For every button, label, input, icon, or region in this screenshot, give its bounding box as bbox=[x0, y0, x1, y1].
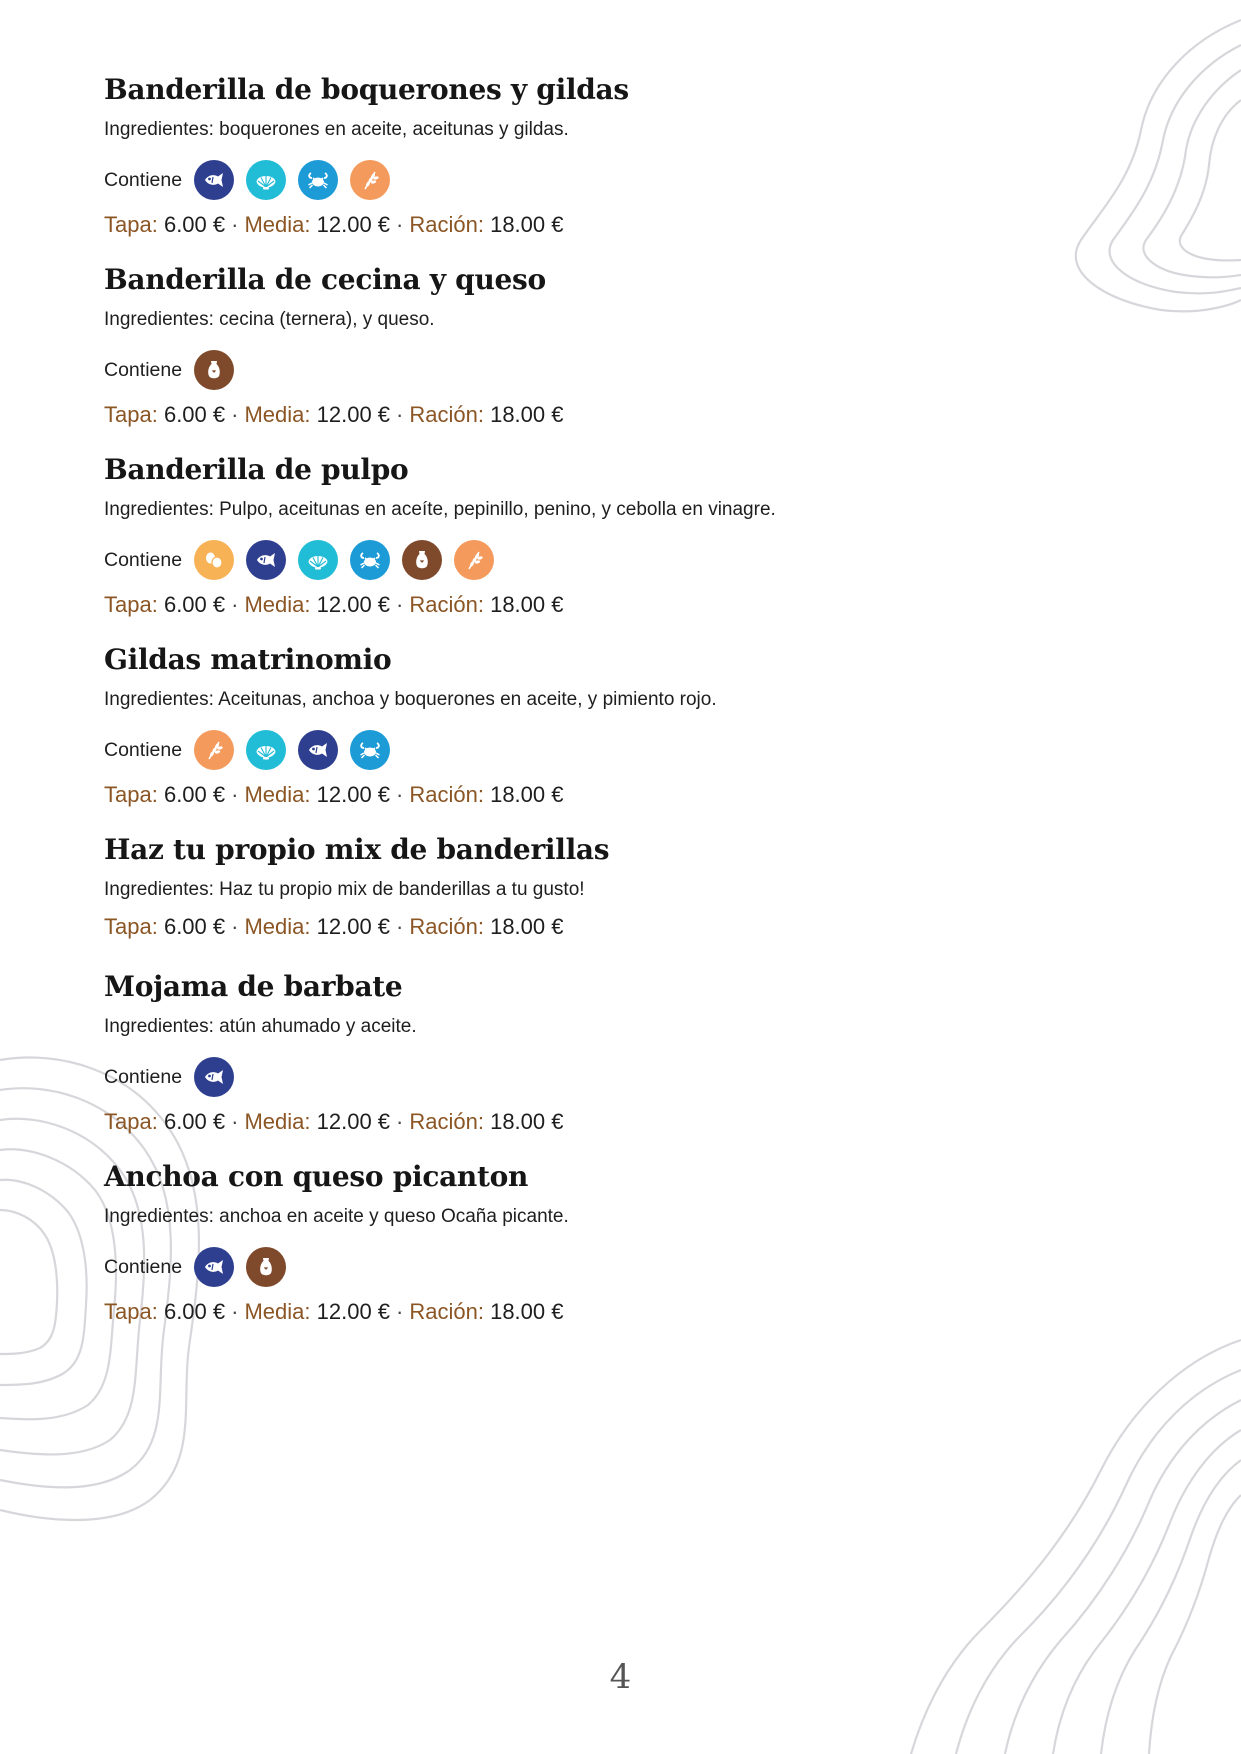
wheat-icon bbox=[350, 160, 390, 200]
shell-icon bbox=[246, 160, 286, 200]
milk-jug-icon bbox=[194, 350, 234, 390]
allergen-row bbox=[104, 1247, 569, 1287]
racion-price: 18.00 € bbox=[490, 914, 564, 939]
price-separator: · bbox=[231, 1109, 239, 1134]
tapa-label: Tapa: bbox=[104, 212, 158, 237]
crab-icon bbox=[350, 730, 390, 770]
media-label: Media: bbox=[244, 402, 311, 427]
price-separator: · bbox=[396, 402, 404, 427]
tapa-label: Tapa: bbox=[104, 1109, 158, 1134]
media-label: Media: bbox=[244, 914, 311, 939]
page-number: 4 bbox=[609, 1657, 632, 1697]
shell-icon bbox=[246, 730, 286, 770]
menu-item bbox=[104, 452, 776, 618]
tapa-price: 6.00 € bbox=[163, 914, 226, 939]
menu-item bbox=[104, 969, 563, 1135]
dish-prices bbox=[104, 782, 717, 808]
dish-name: Banderilla de boquerones y gildas bbox=[104, 73, 629, 106]
media-price: 12.00 € bbox=[316, 1109, 391, 1134]
allergen-row bbox=[104, 540, 776, 580]
media-price: 12.00 € bbox=[316, 1299, 391, 1324]
fish-icon bbox=[246, 540, 286, 580]
menu-item bbox=[104, 642, 717, 808]
price-separator: · bbox=[396, 914, 404, 939]
eggs-icon bbox=[194, 540, 234, 580]
contains-label: Contiene bbox=[104, 1255, 183, 1278]
dish-ingredients: Ingredientes: Haz tu propio mix de banderillas a tu gusto! bbox=[104, 879, 585, 900]
media-label: Media: bbox=[244, 782, 311, 807]
fish-icon bbox=[194, 1057, 234, 1097]
tapa-price: 6.00 € bbox=[163, 592, 226, 617]
menu-item bbox=[104, 1159, 569, 1325]
racion-label: Ración: bbox=[409, 592, 484, 617]
media-label: Media: bbox=[244, 1109, 311, 1134]
wheat-icon bbox=[194, 730, 234, 770]
racion-price: 18.00 € bbox=[490, 782, 564, 807]
racion-label: Ración: bbox=[409, 212, 484, 237]
contains-label: Contiene bbox=[104, 548, 183, 571]
tapa-label: Tapa: bbox=[104, 592, 158, 617]
dish-ingredients: Ingredientes: cecina (ternera), y queso. bbox=[104, 309, 435, 330]
tapa-price: 6.00 € bbox=[163, 1109, 226, 1134]
dish-prices bbox=[104, 402, 563, 428]
price-separator: · bbox=[231, 592, 239, 617]
racion-label: Ración: bbox=[409, 1109, 484, 1134]
crab-icon bbox=[350, 540, 390, 580]
racion-price: 18.00 € bbox=[490, 1109, 564, 1134]
media-label: Media: bbox=[244, 1299, 311, 1324]
price-separator: · bbox=[231, 914, 239, 939]
dish-name: Gildas matrinomio bbox=[104, 643, 392, 676]
contains-label: Contiene bbox=[104, 738, 183, 761]
dish-name: Mojama de barbate bbox=[104, 970, 403, 1003]
racion-price: 18.00 € bbox=[490, 402, 564, 427]
racion-label: Ración: bbox=[409, 402, 484, 427]
racion-label: Ración: bbox=[409, 1299, 484, 1324]
price-separator: · bbox=[396, 212, 404, 237]
dish-prices bbox=[104, 212, 629, 238]
dish-name: Anchoa con queso picanton bbox=[104, 1160, 529, 1193]
tapa-label: Tapa: bbox=[104, 782, 158, 807]
media-label: Media: bbox=[244, 212, 311, 237]
fish-icon bbox=[298, 730, 338, 770]
media-price: 12.00 € bbox=[316, 402, 391, 427]
price-separator: · bbox=[396, 592, 404, 617]
dish-ingredients: Ingredientes: Aceitunas, anchoa y boquerones en aceite, y pimiento rojo. bbox=[104, 689, 717, 710]
contains-label: Contiene bbox=[104, 168, 183, 191]
tapa-price: 6.00 € bbox=[163, 402, 226, 427]
price-separator: · bbox=[231, 212, 239, 237]
tapa-label: Tapa: bbox=[104, 914, 158, 939]
fish-icon bbox=[194, 1247, 234, 1287]
media-price: 12.00 € bbox=[316, 592, 391, 617]
dish-prices bbox=[104, 592, 776, 618]
tapa-label: Tapa: bbox=[104, 402, 158, 427]
tapa-label: Tapa: bbox=[104, 1299, 158, 1324]
dish-prices bbox=[104, 914, 609, 940]
allergen-row bbox=[104, 160, 629, 200]
media-price: 12.00 € bbox=[316, 914, 391, 939]
allergen-row bbox=[104, 730, 717, 770]
allergen-row bbox=[104, 1057, 563, 1097]
dish-name: Banderilla de pulpo bbox=[104, 453, 409, 486]
dish-ingredients: Ingredientes: anchoa en aceite y queso Ocaña picante. bbox=[104, 1206, 569, 1227]
dish-name: Haz tu propio mix de banderillas bbox=[104, 833, 610, 866]
racion-label: Ración: bbox=[409, 782, 484, 807]
racion-price: 18.00 € bbox=[490, 212, 564, 237]
fish-icon bbox=[194, 160, 234, 200]
milk-jug-icon bbox=[246, 1247, 286, 1287]
crab-icon bbox=[298, 160, 338, 200]
allergen-row bbox=[104, 350, 563, 390]
price-separator: · bbox=[396, 782, 404, 807]
contains-label: Contiene bbox=[104, 1065, 183, 1088]
shell-icon bbox=[298, 540, 338, 580]
price-separator: · bbox=[396, 1109, 404, 1134]
dish-name: Banderilla de cecina y queso bbox=[104, 263, 546, 296]
dish-ingredients: Ingredientes: Pulpo, aceitunas en aceíte, pepinillo, penino, y cebolla en vinagre. bbox=[104, 499, 776, 520]
dish-prices bbox=[104, 1299, 569, 1325]
menu-item bbox=[104, 262, 563, 428]
menu-item bbox=[104, 72, 629, 238]
tapa-price: 6.00 € bbox=[163, 1299, 226, 1324]
price-separator: · bbox=[396, 1299, 404, 1324]
tapa-price: 6.00 € bbox=[163, 212, 226, 237]
racion-price: 18.00 € bbox=[490, 1299, 564, 1324]
media-label: Media: bbox=[244, 592, 311, 617]
contains-label: Contiene bbox=[104, 358, 183, 381]
price-separator: · bbox=[231, 1299, 239, 1324]
wheat-icon bbox=[454, 540, 494, 580]
topographic-lines-top-right bbox=[1041, 0, 1241, 330]
tapa-price: 6.00 € bbox=[163, 782, 226, 807]
milk-jug-icon bbox=[402, 540, 442, 580]
dish-ingredients: Ingredientes: boquerones en aceite, aceitunas y gildas. bbox=[104, 119, 569, 140]
racion-label: Ración: bbox=[409, 914, 484, 939]
media-price: 12.00 € bbox=[316, 782, 391, 807]
price-separator: · bbox=[231, 782, 239, 807]
media-price: 12.00 € bbox=[316, 212, 391, 237]
dish-ingredients: Ingredientes: atún ahumado y aceite. bbox=[104, 1016, 417, 1037]
menu-item bbox=[104, 832, 609, 940]
racion-price: 18.00 € bbox=[490, 592, 564, 617]
dish-prices bbox=[104, 1109, 563, 1135]
price-separator: · bbox=[231, 402, 239, 427]
